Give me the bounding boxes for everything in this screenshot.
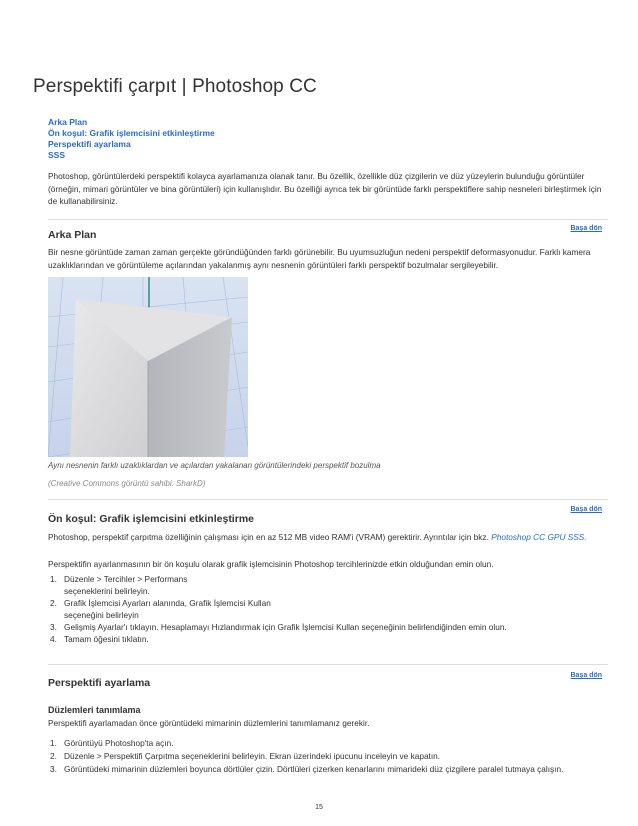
intro-paragraph xyxy=(48,170,608,208)
step-number: 3. xyxy=(50,622,57,632)
adjust-step-list xyxy=(48,737,608,776)
adjust-steps xyxy=(48,737,608,776)
page-title: Perspektifi çarpıt | Photoshop CC xyxy=(33,76,317,97)
page-number: 15 xyxy=(315,804,323,811)
step-number: 1. xyxy=(50,738,57,748)
step-text-cont: seçeneğini belirleyin xyxy=(64,610,139,620)
toc-link-prereq[interactable]: Ön koşul: Grafik işlemcisini etkinleştirme xyxy=(48,128,215,138)
section-heading-background: Arka Plan xyxy=(48,229,97,241)
step-text: Tamam öğesini tıklatın. xyxy=(64,634,149,644)
prereq-paragraph xyxy=(48,531,608,544)
step-text: Gelişmiş Ayarlar'ı tıklayın. Hesaplamayı Hızlandırmak için Grafik İşlemcisi Kullan seçeneğinin belirlendiğinden emin olun. xyxy=(64,622,507,632)
back-to-top-link[interactable]: Başa dön xyxy=(570,672,602,679)
list-item xyxy=(48,750,608,763)
toc-link-adjust[interactable]: Perspektifi ayarlama xyxy=(48,139,131,149)
prereq-step-list xyxy=(48,573,608,645)
prereq-body: Photoshop, perspektif çarpıtma özelliğinin çalışması için en az 512 MB video RAM'i (VRAM) gerektirir. Ayrıntılar için bkz. xyxy=(48,532,492,542)
step-number: 2. xyxy=(50,751,57,761)
figure-caption xyxy=(48,461,608,470)
adjust-paragraph xyxy=(48,717,608,730)
background-paragraph xyxy=(48,246,608,271)
step-text-cont: seçeneklerini belirleyin. xyxy=(64,586,150,596)
step-text: Düzenle > Perspektifi Çarpıtma seçeneklerini belirleyin. Ekran üzerindeki ipucunu inceleyin ve kapatın. xyxy=(64,751,441,761)
intro-text: Photoshop, görüntülerdeki perspektifi kolayca ayarlamanıza olanak tanır. Bu özellik, özellikle düz çizgilerin ve düz yüzeylerin bulunduğu görüntüler (örneğin, mimari görüntüler ve bina görüntüleri) için kullanışlıdır. Bu özelliği ayrıca tek bir görüntüde farklı perspektiflere sahip nesneleri birleştirmek için de kullanabilirsiniz. xyxy=(48,171,602,206)
credit-text: (Creative Commons görüntü sahibi: SharkD) xyxy=(48,479,206,488)
back-to-top-link[interactable]: Başa dön xyxy=(570,225,602,232)
subheading-define-planes: Düzlemleri tanımlama xyxy=(48,705,141,715)
step-number: 2. xyxy=(50,598,57,608)
prereq-text-2: Perspektifin ayarlanmasının bir ön koşulu olarak grafik işlemcisinin Photoshop tercihlerinizde etkin olduğundan emin olun. xyxy=(48,559,494,569)
caption-text: Aynı nesnenin farklı uzaklıklardan ve açılardan yakalanan görüntülerindeki perspektif bozulma xyxy=(48,461,381,470)
back-to-top-link[interactable]: Başa dön xyxy=(570,506,602,513)
step-number: 3. xyxy=(50,764,57,774)
figure-credit xyxy=(48,479,608,488)
perspective-cube-image xyxy=(48,277,248,457)
section-divider xyxy=(48,499,608,500)
prereq-text xyxy=(48,531,608,544)
prereq-paragraph-2 xyxy=(48,558,608,571)
cube-illustration xyxy=(48,277,248,457)
adjust-text: Perspektifi ayarlamadan önce görüntüdeki mimarinin düzlemlerini tanımlamanız gerekir. xyxy=(48,718,370,728)
step-number: 1. xyxy=(50,574,57,584)
step-text: Görüntüdeki mimarinin düzlemleri boyunca dörtlüler çizin. Dörtlüleri çizerken kenarlarını mimarideki düz çizgilere paralel tutmaya çalışın. xyxy=(64,764,564,774)
step-number: 4. xyxy=(50,634,57,644)
prereq-steps xyxy=(48,573,608,645)
section-heading-prereq: Ön koşul: Grafik işlemcisini etkinleştirme xyxy=(48,513,254,525)
list-item xyxy=(48,621,608,633)
toc-link-background[interactable]: Arka Plan xyxy=(48,117,88,127)
section-heading-adjust: Perspektifi ayarlama xyxy=(48,677,151,689)
gpu-faq-link[interactable]: Photoshop CC GPU SSS. xyxy=(491,532,587,542)
section-divider xyxy=(48,664,608,665)
step-text: Düzenle > Tercihler > Performans xyxy=(64,574,188,584)
step-text: Grafik İşlemcisi Ayarları alanında, Grafik İşlemcisi Kullan xyxy=(64,598,271,608)
toc-link-faq[interactable]: SSS xyxy=(48,150,66,160)
background-text: Bir nesne görüntüde zaman zaman gerçekte göründüğünden farklı görünebilir. Bu uyumsuzluğun nedeni perspektif deformasyonudur. Farklı kamera uzaklıklarından ve görüntüleme açılarından yakalanmış aynı nesnenin görüntüleri farklı perspektif bozulmalar sergileyebilir. xyxy=(48,247,591,270)
list-item xyxy=(48,597,608,621)
list-item xyxy=(48,737,608,750)
section-divider xyxy=(48,219,608,220)
step-text: Görüntüyü Photoshop'ta açın. xyxy=(64,738,174,748)
list-item xyxy=(48,573,608,597)
list-item xyxy=(48,763,608,776)
table-of-contents xyxy=(48,117,215,161)
list-item xyxy=(48,633,608,645)
